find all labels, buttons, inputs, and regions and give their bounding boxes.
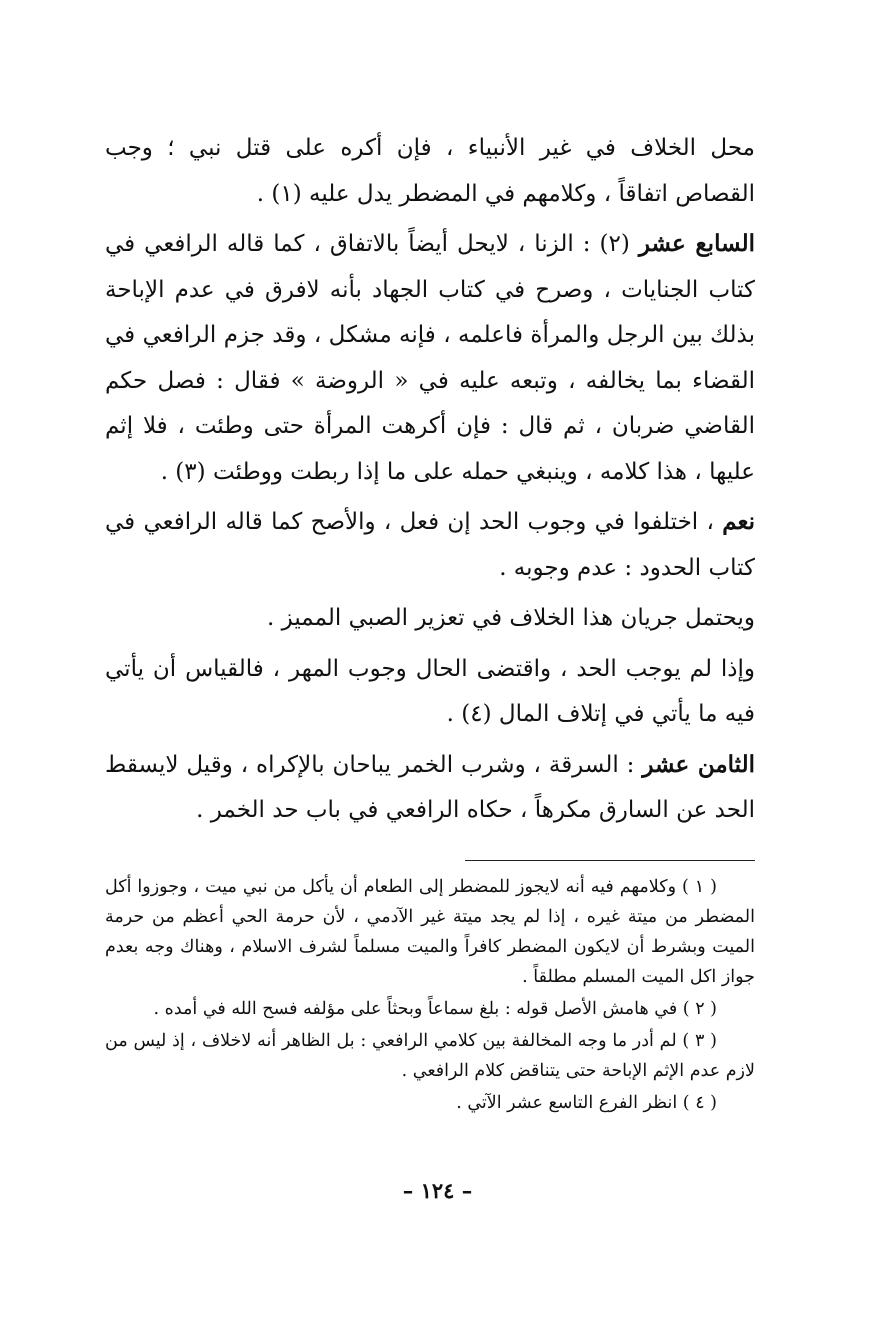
- main-text: [105, 125, 755, 838]
- paragraph-text: ، اختلفوا في وجوب الحد إن فعل ، والأصح كما قاله الرافعي في كتاب الحدود : عدم وجوبه .: [105, 509, 755, 581]
- paragraph-text: ويحتمل جريان هذا الخلاف في تعزير الصبي المميز .: [267, 605, 755, 631]
- footnote: ( ٣ ) لم أدر ما وجه المخالفة بين كلامي الرافعي : بل الظاهر أنه لاخلاف ، إذ ليس من لازم عدم الإثم الإباحة حتى يتناقض كلام الرافعي .: [105, 1031, 755, 1081]
- paragraph-lead: الثامن عشر: [642, 750, 755, 778]
- paragraph: [105, 125, 755, 217]
- paragraph-text: وإذا لم يوجب الحد ، واقتضى الحال وجوب المهر ، فالقياس أن يأتي فيه ما يأتي في إتلاف المال (٤) .: [105, 655, 755, 727]
- footnote: ( ٤ ) انظر الفرع التاسع عشر الآتي .: [456, 1093, 717, 1113]
- paragraph-lead: نعم: [722, 508, 755, 535]
- footnotes: [105, 872, 755, 1120]
- paragraph-text: محل الخلاف في غير الأنبياء ، فإن أكره على قتل نبي ؛ وجب القصاص اتفاقاً ، وكلامهم في المضطر يدل عليه (١) .: [105, 135, 755, 207]
- paragraph: [105, 499, 755, 591]
- paragraph: [105, 595, 755, 642]
- footnote: ( ٢ ) في هامش الأصل قوله : بلغ سماعاً وبحثاً على مؤلفه فسح الله في أمده .: [153, 999, 717, 1019]
- paragraph-text: : السرقة ، وشرب الخمر يباحان بالإكراه ، وقيل لايسقط الحد عن السارق مكرهاً ، حكاه الرافعي في باب حد الخمر .: [105, 751, 755, 823]
- footnote-divider: [465, 860, 755, 861]
- paragraph: [105, 221, 755, 495]
- footnote: ( ١ ) وكلامهم فيه أنه لايجوز للمضطر إلى الطعام أن يأكل من نبي ميت ، وجوزوا أكل المضطر من ميتة غيره ، إذا لم يجد ميتة غير الآدمي ، لأن حرمة الحي أعظم من حرمة الميت وبشرط أن لايكون المضطر كافراً والميت مسلماً لشرف الاسلام ، وهناك وجه بعدم جواز اكل الميت المسلم مطلقاً .: [105, 877, 755, 987]
- paragraph: [105, 742, 755, 834]
- paragraph-text: (٢) : الزنا ، لايحل أيضاً بالاتفاق ، كما قاله الرافعي في كتاب الجنايات ، وصرح في كتاب الجهاد بأنه لافرق في عدم الإباحة بذلك بين الرجل والمرأة فاعلمه ، فإنه مشكل ، وقد جزم الرافعي في القضاء بما يخالفه ، وتبعه عليه في « الروضة » فقال : فصل حكم القاضي ضربان ، ثم قال : فإن أكرهت المرأة حتى وطئت ، فلا إثم عليها ، هذا كلامه ، وينبغي حمله على ما إذا ربطت ووطئت (٣) .: [105, 231, 755, 485]
- paragraph-lead: السابع عشر: [638, 230, 756, 257]
- paragraph: [105, 646, 755, 738]
- page-number: – ١٢٤ –: [402, 1178, 473, 1203]
